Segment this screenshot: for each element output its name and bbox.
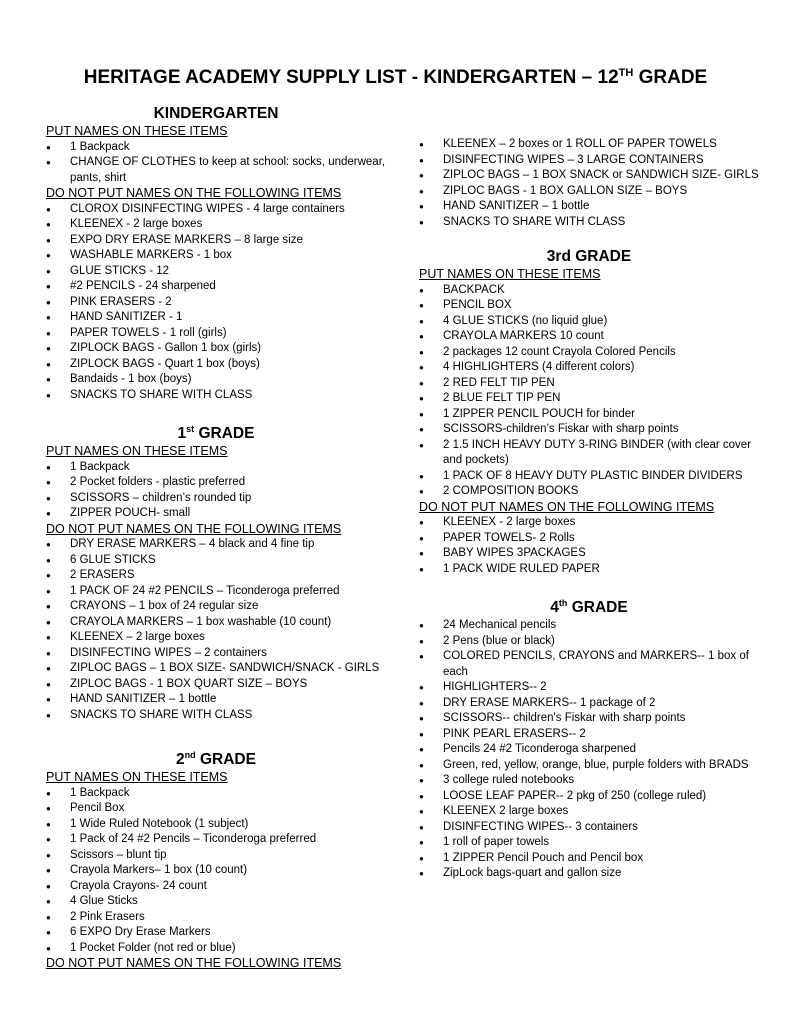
list-item: ● ZIPLOC BAGS – 1 BOX SIZE- SANDWICH/SNACK - GIRLS — [46, 661, 386, 677]
list-item: ● PENCIL BOX — [419, 298, 759, 314]
grade3-put-names-list — [419, 283, 759, 500]
list-item: ● KLEENEX – 2 large boxes — [46, 630, 386, 646]
grade1-heading-superscript: st — [186, 424, 195, 434]
list-item: ● ZIPLOC BAGS - 1 BOX GALLON SIZE – BOYS — [419, 184, 759, 200]
list-item: ● Crayola Crayons- 24 count — [46, 879, 386, 895]
list-item: ● 2 Pocket folders - plastic preferred — [46, 475, 386, 491]
list-item: ● DRY ERASE MARKERS – 4 black and 4 fine tip — [46, 537, 386, 553]
grade4-heading-number: 4 — [550, 599, 559, 616]
list-item: ● DISINFECTING WIPES – 3 LARGE CONTAINERS — [419, 153, 759, 169]
grade4-list — [419, 618, 759, 882]
list-item: ● 6 EXPO Dry Erase Markers — [46, 925, 386, 941]
list-item: ● 4 Glue Sticks — [46, 894, 386, 910]
list-item: ● HAND SANITIZER – 1 bottle — [46, 692, 386, 708]
grade2-heading-number: 2 — [176, 751, 185, 768]
list-item: ● 1 PACK OF 24 #2 PENCILS – Ticonderoga preferred — [46, 584, 386, 600]
title-text-end: GRADE — [633, 67, 708, 88]
kindergarten-put-names-list — [46, 140, 386, 187]
list-item: ● 1 PACK OF 8 HEAVY DUTY PLASTIC BINDER DIVIDERS — [419, 469, 759, 485]
grade4-heading-word: GRADE — [567, 599, 628, 616]
list-item: ● 1 PACK WIDE RULED PAPER — [419, 562, 759, 578]
kindergarten-do-not-label: DO NOT PUT NAMES ON THE FOLLOWING ITEMS — [46, 186, 342, 200]
grade2-do-not-label: DO NOT PUT NAMES ON THE FOLLOWING ITEMS — [46, 956, 342, 970]
list-item: ● ZIPPER POUCH- small — [46, 506, 386, 522]
grade2-continued-section — [419, 137, 759, 230]
list-item: ● KLEENEX 2 large boxes — [419, 804, 759, 820]
list-item: ● CHANGE OF CLOTHES to keep at school: socks, underwear, pants, shirt — [46, 155, 386, 186]
title-superscript: TH — [618, 67, 634, 79]
list-item: ● 2 1.5 INCH HEAVY DUTY 3-RING BINDER (with clear cover and pockets) — [419, 438, 759, 469]
grade1-do-not-label: DO NOT PUT NAMES ON THE FOLLOWING ITEMS — [46, 521, 342, 536]
grade3-heading: 3rd GRADE — [546, 248, 632, 265]
list-item: ● SCISSORS – children’s rounded tip — [46, 491, 386, 507]
list-item: ● GLUE STICKS - 12 — [46, 264, 386, 280]
list-item: ● BABY WIPES 3PACKAGES — [419, 546, 759, 562]
list-item: ● 2 RED FELT TIP PEN — [419, 376, 759, 392]
grade3-section — [419, 247, 759, 577]
grade3-put-names-label: PUT NAMES ON THESE ITEMS — [419, 267, 601, 281]
list-item: ● 2 COMPOSITION BOOKS — [419, 484, 759, 500]
grade1-put-names-label: PUT NAMES ON THESE ITEMS — [46, 444, 228, 458]
grade2-do-not-list-continued — [419, 137, 759, 230]
list-item: ● SNACKS TO SHARE WITH CLASS — [46, 708, 386, 724]
list-item: ● 24 Mechanical pencils — [419, 618, 759, 634]
list-item: ● CRAYONS – 1 box of 24 regular size — [46, 599, 386, 615]
list-item: ● CRAYOLA MARKERS 10 count — [419, 329, 759, 345]
kindergarten-heading: KINDERGARTEN — [153, 105, 279, 122]
grade2-heading — [46, 750, 386, 770]
kindergarten-put-names-label: PUT NAMES ON THESE ITEMS — [46, 124, 228, 138]
list-item: ● SNACKS TO SHARE WITH CLASS — [419, 215, 759, 231]
list-item: ● Scissors – blunt tip — [46, 848, 386, 864]
list-item: ● 1 Pack of 24 #2 Pencils – Ticonderoga preferred — [46, 832, 386, 848]
grade1-heading-word: GRADE — [194, 425, 255, 442]
kindergarten-section — [46, 104, 386, 403]
list-item: ● HAND SANITIZER – 1 bottle — [419, 199, 759, 215]
list-item: ● Green, red, yellow, orange, blue, purple folders with BRADS — [419, 758, 759, 774]
list-item: ● PAPER TOWELS- 2 Rolls — [419, 531, 759, 547]
list-item: ● DISINFECTING WIPES-- 3 containers — [419, 820, 759, 836]
list-item: ● SCISSORS-children’s Fiskar with sharp points — [419, 422, 759, 438]
list-item: ● 2 Pens (blue or black) — [419, 634, 759, 650]
list-item: ● KLEENEX – 2 boxes or 1 ROLL OF PAPER TOWELS — [419, 137, 759, 153]
title-text: HERITAGE ACADEMY SUPPLY LIST - KINDERGARTEN – 12 — [83, 67, 619, 88]
grade4-section — [419, 598, 759, 882]
grade1-section — [46, 424, 386, 723]
list-item: ● Pencils 24 #2 Ticonderoga sharpened — [419, 742, 759, 758]
list-item: ● EXPO DRY ERASE MARKERS – 8 large size — [46, 233, 386, 249]
grade2-put-names-list — [46, 786, 386, 957]
grade1-put-names-list — [46, 460, 386, 522]
list-item: ● 4 HIGHLIGHTERS (4 different colors) — [419, 360, 759, 376]
list-item: ● 3 college ruled notebooks — [419, 773, 759, 789]
list-item: ● ZipLock bags-quart and gallon size — [419, 866, 759, 882]
list-item: ● ZIPLOC BAGS – 1 BOX SNACK or SANDWICH SIZE- GIRLS — [419, 168, 759, 184]
list-item: ● KLEENEX - 2 large boxes — [46, 217, 386, 233]
list-item: ● PAPER TOWELS - 1 roll (girls) — [46, 326, 386, 342]
kindergarten-do-not-list — [46, 202, 386, 404]
list-item: ● COLORED PENCILS, CRAYONS and MARKERS-- 1 box of each — [419, 649, 759, 680]
list-item: ● 1 ZIPPER Pencil Pouch and Pencil box — [419, 851, 759, 867]
list-item: ● 1 Wide Ruled Notebook (1 subject) — [46, 817, 386, 833]
list-item: ● 2 Pink Erasers — [46, 910, 386, 926]
list-item: ● CRAYOLA MARKERS – 1 box washable (10 count) — [46, 615, 386, 631]
list-item: ● CLOROX DISINFECTING WIPES - 4 large containers — [46, 202, 386, 218]
list-item: ● Pencil Box — [46, 801, 386, 817]
list-item: ● KLEENEX - 2 large boxes — [419, 515, 759, 531]
list-item: ● PINK ERASERS - 2 — [46, 295, 386, 311]
list-item: ● LOOSE LEAF PAPER-- 2 pkg of 250 (college ruled) — [419, 789, 759, 805]
grade2-section — [46, 750, 386, 972]
grade2-heading-superscript: nd — [184, 750, 196, 760]
grade2-put-names-label: PUT NAMES ON THESE ITEMS — [46, 770, 228, 784]
list-item: ● SCISSORS-- children's Fiskar with sharp points — [419, 711, 759, 727]
list-item: ● DRY ERASE MARKERS-- 1 package of 2 — [419, 696, 759, 712]
list-item: ● HIGHLIGHTERS-- 2 — [419, 680, 759, 696]
list-item: ● 6 GLUE STICKS — [46, 553, 386, 569]
list-item: ● ZIPLOCK BAGS - Gallon 1 box (girls) — [46, 341, 386, 357]
list-item: ● HAND SANITIZER - 1 — [46, 310, 386, 326]
grade4-heading-superscript: th — [558, 598, 568, 608]
list-item: ● 2 ERASERS — [46, 568, 386, 584]
list-item: ● SNACKS TO SHARE WITH CLASS — [46, 388, 386, 404]
list-item: ● 1 Backpack — [46, 460, 386, 476]
list-item: ● Crayola Markers– 1 box (10 count) — [46, 863, 386, 879]
list-item: ● PINK PEARL ERASERS-- 2 — [419, 727, 759, 743]
grade3-do-not-list — [419, 515, 759, 577]
grade1-do-not-list — [46, 537, 386, 723]
grade1-heading-number: 1 — [177, 425, 187, 442]
list-item: ● 4 GLUE STICKS (no liquid glue) — [419, 314, 759, 330]
list-item: ● 2 BLUE FELT TIP PEN — [419, 391, 759, 407]
list-item: ● #2 PENCILS - 24 sharpened — [46, 279, 386, 295]
list-item: ● DISINFECTING WIPES – 2 containers — [46, 646, 386, 662]
grade3-do-not-label: DO NOT PUT NAMES ON THE FOLLOWING ITEMS — [419, 499, 715, 514]
list-item: ● 1 Backpack — [46, 140, 386, 156]
list-item: ● ZIPLOCK BAGS - Quart 1 box (boys) — [46, 357, 386, 373]
list-item: ● Bandaids - 1 box (boys) — [46, 372, 386, 388]
list-item: ● 1 roll of paper towels — [419, 835, 759, 851]
grade1-heading — [46, 424, 386, 444]
grade2-heading-word: GRADE — [195, 751, 256, 768]
list-item: ● 1 Backpack — [46, 786, 386, 802]
list-item: ● 1 Pocket Folder (not red or blue) — [46, 941, 386, 957]
list-item: ● BACKPACK — [419, 283, 759, 299]
list-item: ● 2 packages 12 count Crayola Colored Pencils — [419, 345, 759, 361]
list-item: ● 1 ZIPPER PENCIL POUCH for binder — [419, 407, 759, 423]
list-item: ● WASHABLE MARKERS - 1 box — [46, 248, 386, 264]
list-item: ● ZIPLOC BAGS - 1 BOX QUART SIZE – BOYS — [46, 677, 386, 693]
grade4-heading — [419, 598, 759, 618]
document-title — [0, 66, 791, 90]
